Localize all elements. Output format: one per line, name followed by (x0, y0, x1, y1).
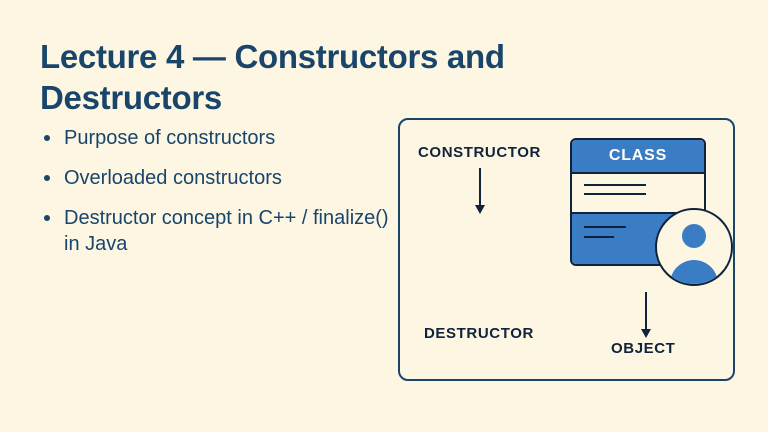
list-item: Purpose of constructors (40, 125, 390, 151)
class-card-lines (572, 174, 704, 214)
object-label: OBJECT (611, 340, 676, 357)
text-line-icon (584, 193, 646, 195)
list-item: Overloaded constructors (40, 165, 390, 191)
diagram-panel (398, 118, 735, 381)
avatar-head (682, 224, 706, 248)
avatar-body (670, 260, 718, 286)
text-line-icon (584, 184, 646, 186)
user-avatar-icon (655, 208, 733, 286)
class-card-header (572, 140, 704, 174)
destructor-label: DESTRUCTOR (424, 325, 534, 342)
arrow-down-icon (479, 168, 481, 206)
constructor-label: CONSTRUCTOR (418, 144, 541, 161)
text-line-icon (584, 226, 626, 228)
page-title: Lecture 4 — Constructors and Destructors (40, 38, 505, 117)
arrow-down-icon (645, 292, 647, 330)
list-item: Destructor concept in C++ / finalize() in Java (40, 205, 390, 257)
text-line-icon (584, 236, 614, 238)
bullet-list (40, 125, 390, 271)
class-label: CLASS (608, 147, 668, 164)
